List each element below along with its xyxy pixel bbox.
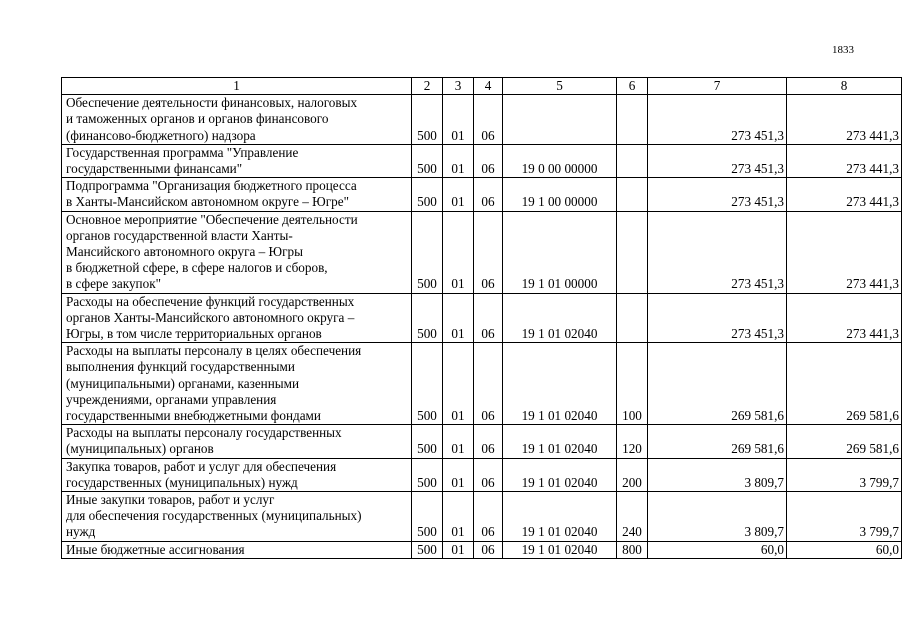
expense-name-cell: Закупка товаров, работ и услуг для обеспечения государственных (муниципальных) нужд bbox=[62, 458, 412, 491]
target-item-cell: 19 1 00 00000 bbox=[503, 178, 617, 211]
section-code-cell: 01 bbox=[443, 178, 474, 211]
ministry-code-cell: 500 bbox=[412, 178, 443, 211]
amount-col8-cell: 273 441,3 bbox=[787, 95, 902, 145]
expense-type-cell: 200 bbox=[617, 458, 648, 491]
target-item-cell: 19 1 01 02040 bbox=[503, 293, 617, 343]
expense-name-cell: Подпрограмма "Организация бюджетного процесса в Ханты-Мансийском автономном округе – Югре" bbox=[62, 178, 412, 211]
target-item-cell: 19 1 01 02040 bbox=[503, 492, 617, 542]
amount-col8-cell: 273 441,3 bbox=[787, 178, 902, 211]
table-row bbox=[62, 492, 902, 542]
ministry-code-cell: 500 bbox=[412, 144, 443, 177]
amount-col7-cell: 3 809,7 bbox=[648, 458, 787, 491]
column-header: 3 bbox=[443, 78, 474, 95]
amount-col8-cell: 269 581,6 bbox=[787, 343, 902, 425]
amount-col7-cell: 269 581,6 bbox=[648, 343, 787, 425]
amount-col7-cell: 273 451,3 bbox=[648, 95, 787, 145]
ministry-code-cell: 500 bbox=[412, 458, 443, 491]
ministry-code-cell: 500 bbox=[412, 492, 443, 542]
expense-name-cell: Расходы на выплаты персоналу в целях обеспечения выполнения функций государственными (муниципальными) органами, казенными учреждениями, органами управления государственными внебюджетными фондами bbox=[62, 343, 412, 425]
ministry-code-cell: 500 bbox=[412, 541, 443, 558]
expense-name-cell: Обеспечение деятельности финансовых, налоговых и таможенных органов и органов финансового (финансово-бюджетного) надзора bbox=[62, 95, 412, 145]
section-code-cell: 01 bbox=[443, 425, 474, 458]
column-header: 4 bbox=[474, 78, 503, 95]
expense-name-cell: Основное мероприятие "Обеспечение деятельности органов государственной власти Ханты- Мансийского автономного округа – Югры в бюджетной сфере, в сфере налогов и сборов, в сфере закупок" bbox=[62, 211, 412, 293]
column-header: 8 bbox=[787, 78, 902, 95]
ministry-code-cell: 500 bbox=[412, 343, 443, 425]
table-row bbox=[62, 541, 902, 558]
column-header: 1 bbox=[62, 78, 412, 95]
section-code-cell: 01 bbox=[443, 293, 474, 343]
expense-name-cell: Расходы на выплаты персоналу государственных (муниципальных) органов bbox=[62, 425, 412, 458]
column-header: 7 bbox=[648, 78, 787, 95]
column-header: 2 bbox=[412, 78, 443, 95]
subsection-code-cell: 06 bbox=[474, 211, 503, 293]
target-item-cell bbox=[503, 95, 617, 145]
amount-col7-cell: 3 809,7 bbox=[648, 492, 787, 542]
amount-col7-cell: 273 451,3 bbox=[648, 293, 787, 343]
section-code-cell: 01 bbox=[443, 541, 474, 558]
amount-col8-cell: 3 799,7 bbox=[787, 458, 902, 491]
expense-type-cell: 100 bbox=[617, 343, 648, 425]
table-row bbox=[62, 458, 902, 491]
target-item-cell: 19 1 01 00000 bbox=[503, 211, 617, 293]
subsection-code-cell: 06 bbox=[474, 541, 503, 558]
section-code-cell: 01 bbox=[443, 492, 474, 542]
amount-col7-cell: 60,0 bbox=[648, 541, 787, 558]
ministry-code-cell: 500 bbox=[412, 293, 443, 343]
subsection-code-cell: 06 bbox=[474, 144, 503, 177]
subsection-code-cell: 06 bbox=[474, 95, 503, 145]
expense-type-cell bbox=[617, 211, 648, 293]
section-code-cell: 01 bbox=[443, 144, 474, 177]
target-item-cell: 19 0 00 00000 bbox=[503, 144, 617, 177]
subsection-code-cell: 06 bbox=[474, 178, 503, 211]
expense-type-cell bbox=[617, 95, 648, 145]
expense-name-cell: Иные закупки товаров, работ и услуг для обеспечения государственных (муниципальных) нужд bbox=[62, 492, 412, 542]
expense-type-cell: 800 bbox=[617, 541, 648, 558]
table-row bbox=[62, 178, 902, 211]
amount-col7-cell: 273 451,3 bbox=[648, 211, 787, 293]
table-row bbox=[62, 425, 902, 458]
amount-col7-cell: 273 451,3 bbox=[648, 144, 787, 177]
table-row bbox=[62, 144, 902, 177]
section-code-cell: 01 bbox=[443, 95, 474, 145]
expense-name-cell: Расходы на обеспечение функций государственных органов Ханты-Мансийского автономного округа – Югры, в том числе территориальных органов bbox=[62, 293, 412, 343]
subsection-code-cell: 06 bbox=[474, 492, 503, 542]
ministry-code-cell: 500 bbox=[412, 95, 443, 145]
amount-col8-cell: 60,0 bbox=[787, 541, 902, 558]
target-item-cell: 19 1 01 02040 bbox=[503, 343, 617, 425]
expense-name-cell: Государственная программа "Управление государственными финансами" bbox=[62, 144, 412, 177]
amount-col8-cell: 3 799,7 bbox=[787, 492, 902, 542]
expense-name-cell: Иные бюджетные ассигнования bbox=[62, 541, 412, 558]
ministry-code-cell: 500 bbox=[412, 211, 443, 293]
table-row bbox=[62, 293, 902, 343]
expense-type-cell: 240 bbox=[617, 492, 648, 542]
column-header: 5 bbox=[503, 78, 617, 95]
expense-type-cell: 120 bbox=[617, 425, 648, 458]
section-code-cell: 01 bbox=[443, 343, 474, 425]
subsection-code-cell: 06 bbox=[474, 293, 503, 343]
amount-col8-cell: 273 441,3 bbox=[787, 211, 902, 293]
amount-col7-cell: 273 451,3 bbox=[648, 178, 787, 211]
budget-table bbox=[61, 77, 902, 559]
column-number-row bbox=[62, 78, 902, 95]
expense-type-cell bbox=[617, 144, 648, 177]
subsection-code-cell: 06 bbox=[474, 458, 503, 491]
page-number: 1833 bbox=[832, 44, 854, 56]
amount-col8-cell: 273 441,3 bbox=[787, 144, 902, 177]
table-row bbox=[62, 95, 902, 145]
section-code-cell: 01 bbox=[443, 211, 474, 293]
subsection-code-cell: 06 bbox=[474, 425, 503, 458]
expense-type-cell bbox=[617, 293, 648, 343]
amount-col8-cell: 273 441,3 bbox=[787, 293, 902, 343]
target-item-cell: 19 1 01 02040 bbox=[503, 458, 617, 491]
amount-col7-cell: 269 581,6 bbox=[648, 425, 787, 458]
column-header: 6 bbox=[617, 78, 648, 95]
table-row bbox=[62, 211, 902, 293]
target-item-cell: 19 1 01 02040 bbox=[503, 541, 617, 558]
target-item-cell: 19 1 01 02040 bbox=[503, 425, 617, 458]
amount-col8-cell: 269 581,6 bbox=[787, 425, 902, 458]
section-code-cell: 01 bbox=[443, 458, 474, 491]
expense-type-cell bbox=[617, 178, 648, 211]
subsection-code-cell: 06 bbox=[474, 343, 503, 425]
table-row bbox=[62, 343, 902, 425]
ministry-code-cell: 500 bbox=[412, 425, 443, 458]
